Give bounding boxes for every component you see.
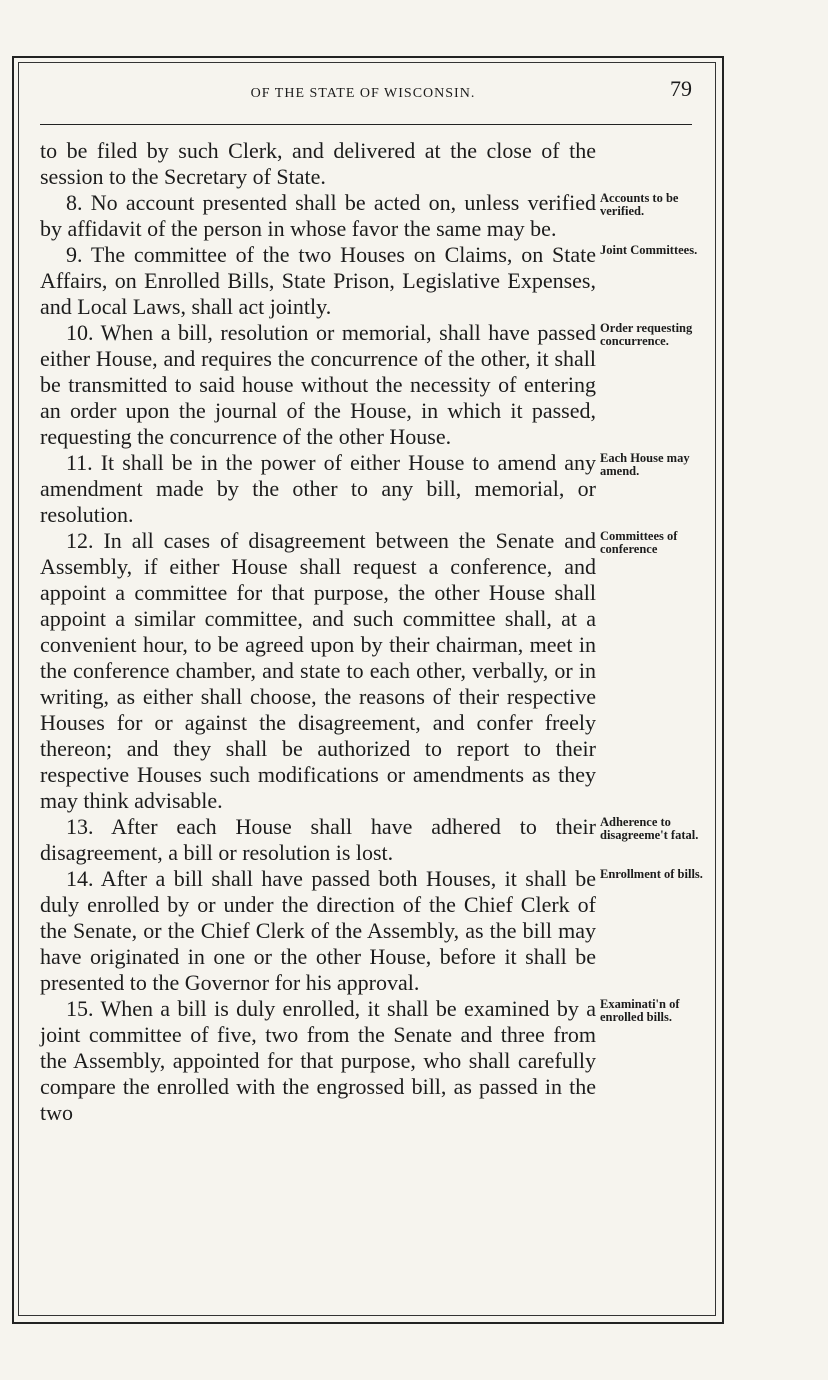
- section-15: [40, 996, 710, 1126]
- section-11: [40, 450, 710, 528]
- paragraph-text: 10. When a bill, resolution or memorial, shall have passed either House, and requires the concurrence of the other, it shall be transmitted to said house without the necessity of entering an order upon the journal of the House, in which it passed, requesting the concurrence of the other House.: [40, 320, 596, 449]
- margin-note: Committees of conference: [600, 529, 678, 556]
- margin-note: Accounts to be verified.: [600, 191, 679, 218]
- running-title: OF THE STATE OF WISCONSIN.: [250, 86, 476, 101]
- page-body: [40, 138, 710, 1126]
- paragraph-text: 15. When a bill is duly enrolled, it shall be examined by a joint committee of five, two from the Senate and three from the Assembly, appointed for that purpose, who shall carefully compare the enrolled with the engrossed bill, as passed in the two: [40, 996, 596, 1125]
- paragraph-text: 8. No account presented shall be acted on, unless verified by affidavit of the person in whose favor the same may be.: [40, 190, 596, 241]
- section-continuation: [40, 138, 710, 190]
- page-number: 79: [670, 76, 692, 101]
- paragraph-text: to be filed by such Clerk, and delivered at the close of the session to the Secretary of State.: [40, 138, 596, 189]
- page-header: [28, 70, 698, 126]
- section-9: [40, 242, 710, 320]
- margin-note: Enrollment of bills.: [600, 867, 703, 881]
- header-rule: [40, 124, 692, 125]
- margin-note: Examinati'n of enrolled bills.: [600, 997, 680, 1024]
- section-8: [40, 190, 710, 242]
- paragraph-text: 14. After a bill shall have passed both Houses, it shall be duly enrolled by or under the direction of the Chief Clerk of the Senate, or the Chief Clerk of the Assembly, as the bill may have originated in one or the other House, before it shall be presented to the Governor for his approval.: [40, 866, 596, 995]
- margin-note: Joint Committees.: [600, 243, 698, 257]
- margin-note: Order requesting concurrence.: [600, 321, 693, 348]
- paragraph-text: 9. The committee of the two Houses on Claims, on State Affairs, on Enrolled Bills, State Prison, Legislative Expenses, and Local Laws, shall act jointly.: [40, 242, 596, 319]
- margin-note: Adherence to disagreeme't fatal.: [600, 815, 699, 842]
- section-12: [40, 528, 710, 814]
- paragraph-text: 12. In all cases of disagreement between the Senate and Assembly, if either House shall request a conference, and appoint a committee for that purpose, the other House shall appoint a similar committee, and such committee shall, at a convenient hour, to be agreed upon by their chairman, meet in the conference chamber, and state to each other, verbally, or in writing, as either shall choose, the reasons of their respective Houses for or against the disagreement, and confer freely thereon; and they shall be authorized to report to their respective Houses such modifications or amendments as they may think advisable.: [40, 528, 596, 813]
- section-14: [40, 866, 710, 996]
- paragraph-text: 13. After each House shall have adhered to their disagreement, a bill or resolution is lost.: [40, 814, 596, 865]
- section-13: [40, 814, 710, 866]
- section-10: [40, 320, 710, 450]
- margin-note: Each House may amend.: [600, 451, 690, 478]
- paragraph-text: 11. It shall be in the power of either House to amend any amendment made by the other to any bill, memorial, or resolution.: [40, 450, 596, 527]
